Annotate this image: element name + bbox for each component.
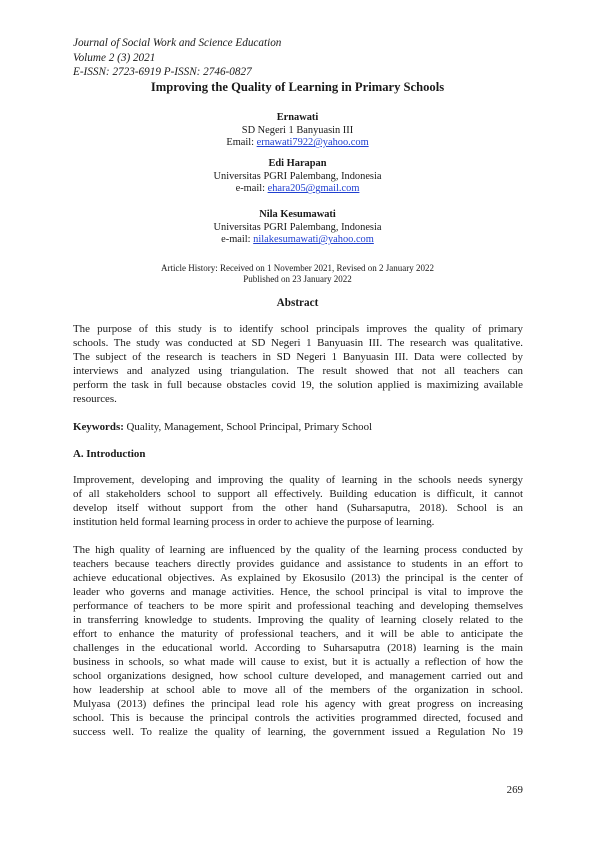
- author-block: [0, 158, 595, 196]
- author-email-link[interactable]: ehara205@gmail.com: [267, 183, 360, 195]
- paragraph-line: success well. To realize the quality of learning, the government issued a Regulation No 19: [73, 725, 523, 738]
- abstract-line: resources.: [73, 392, 117, 405]
- abstract-line: schools. The study was conducted at SD Negeri 1 Banyuasin III. The research was qualitative.: [73, 336, 523, 349]
- abstract-heading: Abstract: [276, 297, 319, 309]
- journal-volume: Volume 2 (3) 2021: [73, 51, 156, 64]
- keywords-text: Quality, Management, School Principal, Primary School: [123, 421, 373, 433]
- paragraph-line: Improvement, developing and improving the quality of learning in the schools needs synergy: [73, 474, 523, 486]
- paragraph-line: business in schools, so what made will cause to exist, but it is actually a reflection of how the: [73, 655, 523, 668]
- article-history: [0, 263, 595, 285]
- author-block: [0, 209, 595, 247]
- author-name: Ernawati: [276, 112, 319, 123]
- author-affiliation: Universitas PGRI Palembang, Indonesia: [213, 221, 382, 233]
- author-email-line: [0, 137, 595, 150]
- paragraph-line: leader who governs and manage activities. Hence, the school principal is vital to improve the: [73, 585, 523, 598]
- journal-name: Journal of Social Work and Science Education: [73, 37, 282, 49]
- section-heading: A. Introduction: [73, 448, 146, 460]
- paragraph-line: Mulyasa (2013) defines the principal lead role his agency with great progress on increasing: [73, 697, 523, 710]
- paragraph-line: school organizations designed, how school culture developed, and management carried out and: [73, 669, 523, 682]
- author-email-link[interactable]: ernawati7922@yahoo.com: [256, 137, 369, 149]
- paragraph-line: teachers because teachers directly provides guidance and assistance to students in an effort to: [73, 557, 523, 570]
- paragraph-line: develop itself without support from the other hand (Suharsaputra, 2018). School is an: [73, 501, 523, 514]
- paper-title: Improving the Quality of Learning in Primary Schools: [150, 80, 445, 94]
- paragraph-line: challenges in the educational world. According to Suharsaputra (2018) learning is the main: [73, 641, 523, 654]
- paragraph-line: effort to enhance the maturity of professional teachers, and it will be able to anticipate the: [73, 627, 523, 640]
- abstract-line: perform the task in full because obstacles covid 19, the solution applied is maximizing available: [73, 378, 523, 391]
- journal-header: [73, 36, 281, 80]
- email-label: e-mail:: [235, 183, 268, 195]
- author-block: [0, 112, 595, 150]
- author-email-line: [0, 234, 595, 247]
- paragraph-line: institution held formal learning process in order to achieve the purpose of learning.: [73, 515, 435, 528]
- history-published: Published on 23 January 2022: [243, 273, 352, 284]
- paragraph-line: performance of teachers to be more spirit and professional teaching and developing themselves: [73, 599, 523, 612]
- abstract-line: interviews and analyzed using triangulation. The result showed that not all teachers can: [73, 364, 523, 377]
- abstract-body: [73, 323, 523, 407]
- author-affiliation: Universitas PGRI Palembang, Indonesia: [213, 170, 382, 182]
- paragraph-line: achieve educational objectives. As explained by Ekosusilo (2013) the principal is the center of: [73, 571, 523, 584]
- email-label: Email:: [226, 137, 257, 149]
- intro-paragraph: [73, 474, 523, 530]
- author-name: Edi Harapan: [268, 158, 327, 169]
- paragraph-line: in transferring knowledge to students. Improving the quality of learning closely related to the: [73, 613, 523, 626]
- paragraph-line: school. This is because the principal controls the activities programmed directed, focused and: [73, 711, 523, 724]
- paragraph-line: how leadership at school able to move all of the members of the organization in school.: [73, 683, 523, 696]
- paragraph-line: The high quality of learning are influenced by the quality of the learning process conducted by: [73, 544, 523, 556]
- email-label: e-mail:: [221, 234, 254, 246]
- author-email-link[interactable]: nilakesumawati@yahoo.com: [253, 234, 374, 246]
- history-received: Article History: Received on 1 November 2021, Revised on 2 January 2022: [161, 263, 434, 273]
- page-number: 269: [506, 784, 523, 796]
- author-affiliation: SD Negeri 1 Banyuasin III: [241, 124, 354, 136]
- abstract-line: The subject of the research is teachers in SD Negeri 1 Banyuasin III. Data were collected by: [73, 350, 523, 363]
- abstract-line: The purpose of this study is to identify school principals improves the quality of primary: [73, 323, 523, 335]
- paragraph-line: of all stakeholders school to support all effectively. Building education is difficult, it cannot: [73, 487, 523, 500]
- intro-paragraph: [73, 544, 523, 740]
- keywords-label: Keywords:: [73, 421, 124, 433]
- author-name: Nila Kesumawati: [259, 209, 336, 220]
- keywords-line: [73, 420, 372, 434]
- journal-issn: E-ISSN: 2723-6919 P-ISSN: 2746-0827: [73, 66, 252, 79]
- author-email-line: [0, 183, 595, 196]
